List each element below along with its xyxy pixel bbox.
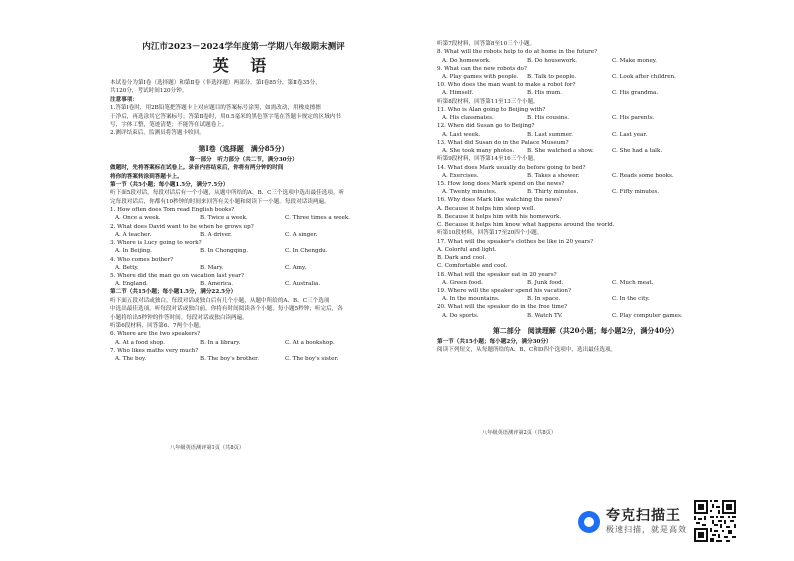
reading-section1-title: 第一节（共15小题；每小题2分，满分30分）: [437, 338, 552, 345]
option: C. In the city.: [612, 296, 650, 303]
option: A. Do sports.: [442, 312, 479, 319]
option: A. England.: [115, 281, 148, 288]
options-row: [437, 89, 734, 97]
question: 8. What will the robots help to do at home in the future?: [437, 49, 598, 56]
option: A. Twenty minutes.: [442, 189, 497, 196]
option: C. Because it helps him know what happens around the world.: [437, 222, 615, 229]
question: 16. Why does Mark like watching the news?: [437, 197, 563, 204]
options-row: [437, 147, 734, 155]
options-row: [437, 279, 734, 287]
option: B. In space.: [527, 296, 561, 303]
option: B. Thirty minutes.: [527, 189, 579, 196]
question-list-a: [110, 206, 377, 288]
question: 15. How long does Mark spend on the news?: [437, 181, 565, 188]
option: B. Last summer.: [527, 131, 573, 138]
options-row: [437, 172, 734, 180]
question: 4. Who comes bother?: [110, 256, 174, 263]
intro-line: 共120分，考试时间120分钟。: [110, 88, 188, 95]
option: B. His cousins.: [527, 115, 569, 122]
option: C. Three times a week.: [285, 215, 351, 222]
scanner-watermark: [578, 508, 687, 535]
options-row: [437, 295, 734, 303]
question: 2. What does David want to be when he grows up?: [110, 223, 254, 230]
options-row: [110, 355, 377, 363]
options-row: [110, 280, 377, 288]
options-row: [437, 312, 734, 320]
option: A. Green food.: [442, 279, 483, 286]
reading-desc: 阅读下列短文，从每题所给的A、B、C和D四个选项中，选出最佳选项。: [437, 347, 617, 354]
brand-name: 夸克扫描王: [606, 508, 681, 524]
option: A. Colorful and light.: [437, 246, 497, 253]
option: C. In Chengdu.: [285, 248, 328, 255]
intro-line: 本试卷分为第Ⅰ卷（选择题）和第Ⅱ卷（非选择题）两部分。第Ⅰ卷85分，第Ⅱ卷35分，: [110, 80, 321, 86]
option: B. In a library.: [200, 339, 241, 346]
section2-title: 第二节（共15小题；每小题1.5分，满分22.5分）: [110, 289, 237, 296]
options-row: [110, 339, 377, 347]
question: 6. Where are the two speakers?: [110, 331, 201, 338]
option: C. Amy.: [285, 264, 307, 271]
question: 20. What will the speaker do in the free time?: [437, 304, 568, 311]
option: C. Fifty minutes.: [612, 189, 660, 196]
brand-slogan: 极速扫描，就是高效: [606, 525, 687, 534]
question: 12. When did Susan go to Beijing?: [437, 123, 535, 130]
option: B. His mum.: [527, 90, 562, 97]
options-row: [437, 57, 734, 65]
option: A. Last week.: [442, 131, 481, 138]
option: C. Reads some books.: [612, 172, 674, 179]
option: B. She watched a show.: [527, 148, 594, 155]
notes-title: 注意事项：: [110, 96, 138, 103]
page-footer: 八年级英语测评第2页（共8页）: [482, 430, 557, 436]
option: B. Twice a week.: [200, 215, 248, 222]
options-row: [110, 264, 377, 272]
quark-logo-icon: [578, 511, 600, 533]
section2-desc: 小题将给出5秒钟的作答时间。每段对话或独白读两遍。: [110, 314, 248, 321]
section1-desc: 听下面5段对话，每段对话后有一个小题，从题中所给的A、B、C三个选项中选出最佳选项。听: [110, 190, 345, 197]
option: C. A singer.: [285, 231, 318, 238]
option: B. Dark and cool.: [437, 255, 487, 262]
option: B. America.: [200, 281, 234, 288]
question-list-c: [437, 48, 734, 319]
option: A. A teacher.: [115, 231, 152, 238]
question: 18. What will the speaker eat in 20 years?: [437, 271, 557, 278]
audio-instruction: 听第7段材料，回答第8至10三个小题。: [437, 41, 536, 47]
page-footer: 八年级英语测评第1页（共8页）: [170, 445, 245, 451]
option: C. She had a talk.: [612, 148, 663, 155]
option: C. Make money.: [612, 57, 657, 64]
question: 19. Where will the speaker spend his vacation?: [437, 287, 571, 294]
option: C. Much meat.: [612, 279, 654, 286]
section1-desc: 完每段对话后，你都有10秒钟的时间来回答有关小题和阅读下一小题。每段对话读两遍。: [110, 198, 330, 205]
note-line: 写，字体工整，笔迹清楚；不能答在试题卷上。: [110, 122, 228, 129]
option: C. Australia.: [285, 281, 321, 288]
option: C. Look after children.: [612, 74, 676, 81]
question: 1. How often does Tom read English books?: [110, 207, 235, 214]
option: A. In the mountains.: [442, 296, 500, 303]
section2-desc: 听第6段材料，回答第6、7两个小题。: [110, 322, 205, 329]
option: C. Play computer games.: [612, 312, 683, 319]
options-row: [437, 131, 734, 139]
question: 7. Who likes maths very much?: [110, 347, 199, 354]
option: A. Betty.: [115, 264, 139, 271]
note-line: 1.答第Ⅰ卷时，用2B铅笔把答题卡上对应题目的答案标号涂黑，如需改动，用橡皮擦擦: [110, 105, 321, 112]
option: A. Once a week.: [115, 215, 161, 222]
option: B. In Chongqing.: [200, 248, 249, 255]
option: B. A driver.: [200, 231, 232, 238]
part1-title: 第Ⅰ卷（选择题 满分85分）: [198, 143, 289, 153]
question: 11. Who is Alan going to Beijing with?: [437, 107, 546, 114]
options-row: [437, 188, 734, 196]
option: B. Do housework.: [527, 57, 578, 64]
section2-desc: 中选出最佳选项。听每段对话或独白前，你将有时间阅读各个小题，每小题5秒钟；听完后，各: [110, 306, 343, 313]
option: A. Play games with people.: [442, 74, 519, 81]
question: 13. What did Susan do in the Palace Museum?: [437, 139, 569, 146]
question: 9. What can the new robots do?: [437, 65, 527, 72]
option: B. Mary.: [200, 264, 224, 271]
option: A. At a food shop.: [115, 339, 166, 346]
option: A. His classmates.: [442, 115, 494, 122]
option: B. Because it helps him with his homework.: [437, 213, 562, 220]
listening-intro: 将你的答案转涂到答题卡上。: [110, 173, 183, 180]
reading-title: 第二部分 阅读理解（共20小题；每小题2分，满分40分）: [492, 325, 679, 335]
audio-instruction: 听第9段材料，回答第14至16三个小题。: [437, 156, 539, 163]
option: C. Comfortable and cool.: [437, 263, 508, 270]
option: A. Himself.: [442, 90, 474, 97]
qr-code-icon: [694, 500, 736, 542]
note-line: 2.测评结束后，监测员将答题卡收回。: [110, 130, 205, 137]
option: C. The boy's sister.: [285, 355, 339, 362]
audio-instruction: 听第8段材料，回答第11至13三个小题。: [437, 98, 539, 105]
options-row: [110, 247, 377, 255]
option: A. Because it helps him sleep well.: [437, 205, 536, 212]
option: A. The boy.: [115, 355, 147, 362]
section1-title: 第一节（共5小题；每小题1.5分，满分7.5分）: [110, 182, 229, 189]
listening-intro: 做题时，先将答案标在试卷上。录音内容结束后，你将有两分钟的时间: [110, 165, 284, 172]
options-row: [437, 114, 734, 122]
option: B. The boy's brother.: [200, 355, 260, 362]
option: C. At a bookshop.: [285, 339, 335, 346]
option: B. Talk to people.: [527, 74, 577, 81]
question: 5. Where did the man go on vacation last year?: [110, 272, 244, 279]
option: B. Takes a shower.: [527, 172, 580, 179]
listening-title: 第一部分 听力部分（共二节，满分30分）: [189, 156, 298, 163]
question: 10. Who does the man want to make a robot for?: [437, 82, 576, 89]
option: A. In Beijing.: [115, 248, 152, 255]
note-line: 干净后，再选涂其它答案标号；答第Ⅱ卷时，用0.5毫米的黑色签字笔在答题卡规定的区域内书: [110, 113, 341, 120]
option: B. Junk food.: [527, 279, 564, 286]
question: 14. What does Mark usually do before going to bed?: [437, 164, 586, 171]
question-list-b: [110, 330, 377, 363]
audio-instruction: 听第10段材料，回答第17至20四个小题。: [437, 230, 543, 237]
question: 3. Where is Lucy going to work?: [110, 240, 202, 247]
option: A. She took many photos.: [442, 148, 515, 155]
options-row: [110, 231, 377, 239]
page-right: [397, 0, 794, 561]
options-row: [437, 73, 734, 81]
section2-desc: 听下面五段对话或独白。每段对话或独白后有几个小题，从题中所给的A、B、C三个选项: [110, 297, 330, 304]
option: C. Last year.: [612, 131, 648, 138]
option: C. His parents.: [612, 115, 655, 122]
question: 17. What will the speaker's clothes be like in 20 years?: [437, 238, 594, 245]
subject-title: 英 语: [212, 56, 275, 75]
options-row: [110, 214, 377, 222]
exam-title: 内江市2023－2024学年度第一学期八年级期末测评: [142, 42, 345, 52]
option: A. Do homework.: [442, 57, 491, 64]
option: C. His grandma.: [612, 90, 659, 97]
option: A. Exercises.: [442, 172, 479, 179]
option: B. Watch TV.: [527, 312, 563, 319]
